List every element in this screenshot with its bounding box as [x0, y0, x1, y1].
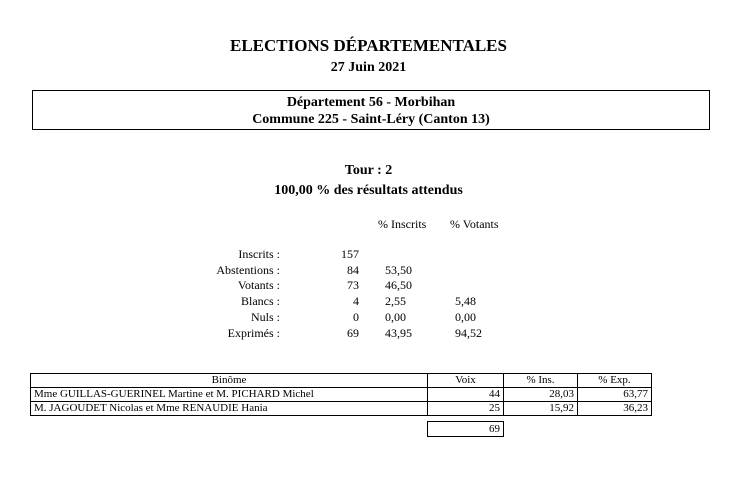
stat-value: 69 — [347, 325, 359, 340]
stat-label: Nuls : — [250, 309, 280, 324]
stat-pct-inscrits: 2,55 — [385, 294, 406, 309]
stat-pct-votants: 5,48 — [455, 294, 476, 309]
table-row — [31, 388, 652, 402]
election-date: 27 Juin 2021 — [330, 60, 407, 75]
cell-pct-ins: 28,03 — [504, 388, 578, 402]
pct-inscrits-header: % Inscrits — [378, 217, 427, 231]
results-expected-label: 100,00 % des résultats attendus — [274, 183, 463, 198]
stat-label: Blancs : — [241, 294, 280, 309]
stat-label: Inscrits : — [238, 247, 280, 261]
pct-votants-header: % Votants — [450, 217, 499, 231]
stat-value: 157 — [341, 247, 359, 261]
stat-value: 84 — [347, 262, 359, 277]
cell-voix: 44 — [428, 388, 504, 402]
col-header-voix: Voix — [428, 374, 504, 388]
stat-pct-votants: 0,00 — [455, 309, 476, 324]
stat-value: 0 — [353, 309, 359, 324]
col-header-pct-ins: % Ins. — [504, 374, 578, 388]
stat-label: Exprimés : — [227, 325, 280, 340]
cell-pct-exp: 36,23 — [578, 402, 652, 416]
col-header-binome: Binôme — [31, 374, 428, 388]
cell-binome: Mme GUILLAS-GUERINEL Martine et M. PICHARD Michel — [31, 388, 428, 402]
cell-pct-ins: 15,92 — [504, 402, 578, 416]
round-label: Tour : 2 — [344, 163, 393, 178]
cell-pct-exp: 63,77 — [578, 388, 652, 402]
page-title: ELECTIONS DÉPARTEMENTALES — [230, 36, 507, 55]
stat-pct-inscrits: 46,50 — [385, 278, 412, 293]
total-voix: 69 — [489, 423, 500, 435]
table-row — [31, 402, 652, 416]
stats-block — [0, 247, 737, 347]
cell-binome: M. JAGOUDET Nicolas et Mme RENAUDIE Hania — [31, 402, 428, 416]
departement-label: Département 56 - Morbihan — [286, 95, 456, 110]
stat-label: Votants : — [237, 278, 280, 293]
total-voix-box — [427, 421, 504, 437]
stat-value: 73 — [347, 278, 359, 293]
stat-pct-votants: 94,52 — [455, 325, 482, 340]
stat-pct-inscrits: 53,50 — [385, 262, 412, 277]
location-box — [32, 90, 710, 130]
results-table-header — [31, 374, 652, 388]
results-table — [30, 373, 652, 416]
stat-pct-inscrits: 0,00 — [385, 309, 406, 324]
stat-pct-inscrits: 43,95 — [385, 325, 412, 340]
stat-label: Abstentions : — [216, 262, 280, 277]
commune-label: Commune 225 - Saint-Léry (Canton 13) — [252, 112, 490, 127]
col-header-pct-exp: % Exp. — [578, 374, 652, 388]
stat-value: 4 — [353, 294, 359, 309]
cell-voix: 25 — [428, 402, 504, 416]
